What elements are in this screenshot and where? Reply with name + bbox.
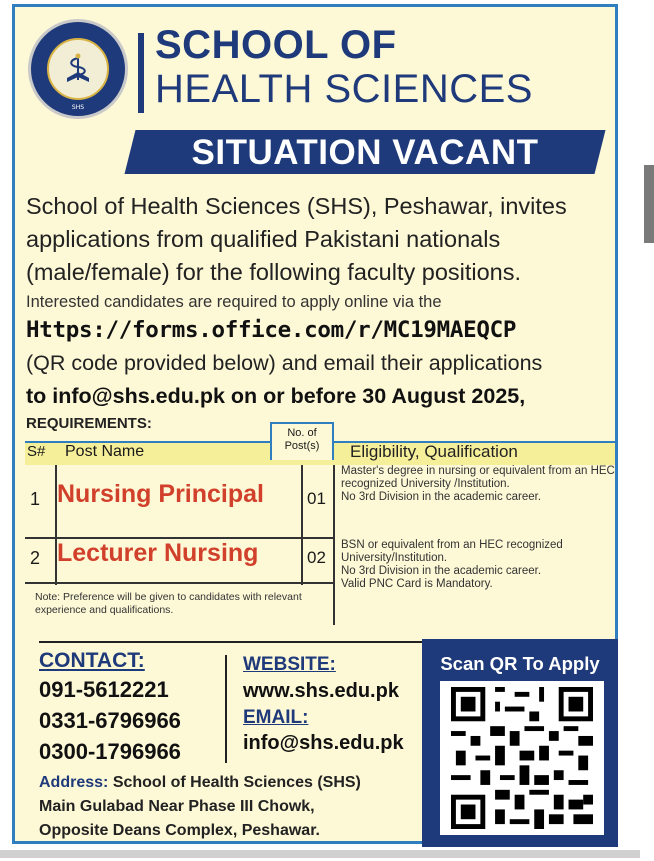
preference-note: Note: Preference will be given to candidates with relevant experience and qualifications. xyxy=(35,591,302,616)
row-2-count: 02 xyxy=(307,548,326,567)
title-line-2: HEALTH SCIENCES xyxy=(155,67,533,111)
header-no-of-posts-line2: Post(s) xyxy=(284,440,320,452)
qr-note: (QR code provided below) and email their applications xyxy=(26,351,543,375)
row-2-post-name: Lecturer Nursing xyxy=(57,539,259,567)
photo-bottom-shadow xyxy=(0,850,640,858)
row-2-eligibility-line-3: Valid PNC Card is Mandatory. xyxy=(341,578,493,590)
banner-text: SITUATION VACANT xyxy=(191,133,539,172)
qr-code-icon[interactable] xyxy=(448,687,596,829)
header-no-of-posts xyxy=(270,422,334,460)
logo-emblem xyxy=(47,38,109,100)
address-label: Address: xyxy=(39,774,109,791)
row-2-eligibility xyxy=(341,539,623,591)
website-label: WEBSITE: xyxy=(243,654,336,675)
row-2-eligibility-line-2: No 3rd Division in the academic career. xyxy=(341,565,542,577)
phone-1[interactable]: 091-5612221 xyxy=(39,677,169,702)
header-no-of-posts-line1: No. of xyxy=(287,427,317,439)
application-form-url[interactable]: Https://forms.office.com/r/MC19MAEQCP xyxy=(26,317,517,343)
qr-title: Scan QR To Apply xyxy=(440,653,600,674)
photo-edge-shadow xyxy=(644,165,654,243)
header-eligibility: Eligibility, Qualification xyxy=(350,442,518,461)
row-1-eligibility-line-1: Master's degree in nursing or equivalent from an HEC recognized University /Institution. xyxy=(341,465,615,490)
title-line-1: SCHOOL OF xyxy=(155,23,397,67)
row-2-serial: 2 xyxy=(30,548,41,568)
website-link[interactable]: www.shs.edu.pk xyxy=(243,680,399,702)
apply-online-note: Interested candidates are required to apply online via the xyxy=(26,293,442,311)
contact-top-rule xyxy=(39,641,424,643)
phone-3[interactable]: 0300-1796966 xyxy=(39,739,181,764)
shs-logo xyxy=(28,19,128,119)
header-serial: S# xyxy=(27,443,46,460)
address-line-1: School of Health Sciences (SHS) xyxy=(112,774,361,791)
job-advertisement xyxy=(12,4,618,844)
logo-caption: SHS xyxy=(71,104,85,111)
row-divider xyxy=(25,582,333,584)
row-1-eligibility xyxy=(341,465,623,504)
email-label: EMAIL: xyxy=(243,707,309,728)
row-1-serial: 1 xyxy=(30,489,41,509)
row-1-post-name: Nursing Principal xyxy=(57,480,264,508)
deadline-line: to info@shs.edu.pk on or before 30 August 2025, xyxy=(26,384,526,408)
caduceus-icon xyxy=(65,52,91,84)
contact-separator xyxy=(225,655,227,763)
contact-label: CONTACT: xyxy=(39,649,145,672)
address-block xyxy=(39,771,439,843)
intro-paragraph: School of Health Sciences (SHS), Peshawar, invites applications from qualified Pakistani nationals (male/female) for the following faculty positions. xyxy=(26,193,567,285)
row-2-eligibility-line-1: BSN or equivalent from an HEC recognized University/Institution. xyxy=(341,539,563,564)
header-post-name: Post Name xyxy=(65,443,145,460)
phone-2[interactable]: 0331-6796966 xyxy=(39,708,181,733)
email-link[interactable]: info@shs.edu.pk xyxy=(243,732,404,754)
row-1-eligibility-line-2: No 3rd Division in the academic career. xyxy=(341,491,542,503)
address-line-3: Opposite Deans Complex, Peshawar. xyxy=(39,822,320,839)
table-divider xyxy=(301,465,303,585)
requirements-label: REQUIREMENTS: xyxy=(26,415,152,432)
address-line-2: Main Gulabad Near Phase III Chowk, xyxy=(39,798,315,815)
title-divider xyxy=(138,33,144,113)
table-divider xyxy=(333,465,335,625)
row-1-count: 01 xyxy=(307,489,326,508)
